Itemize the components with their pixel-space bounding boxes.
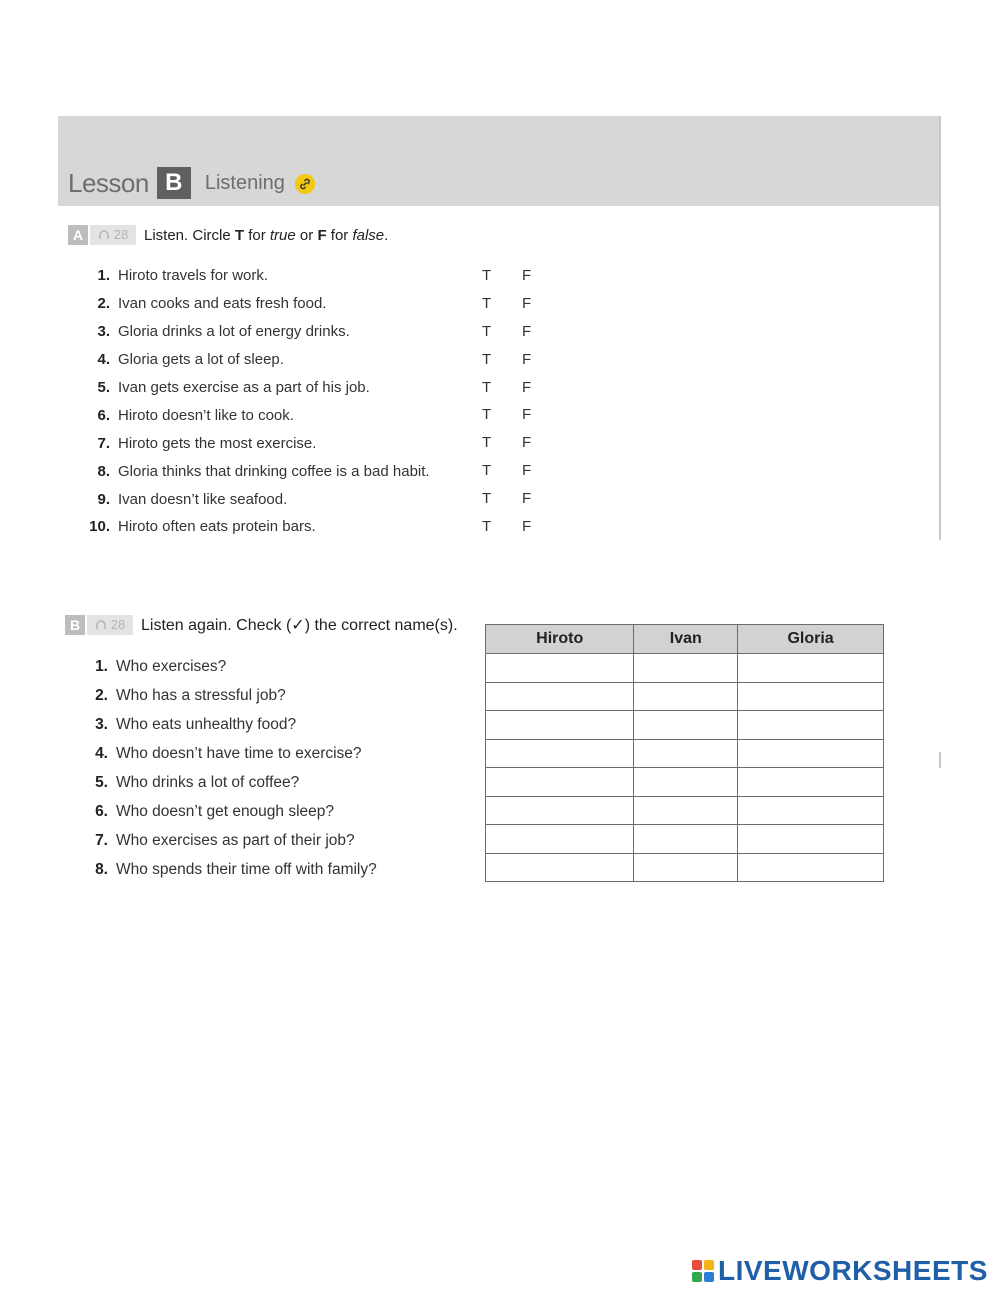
table-row <box>486 711 884 740</box>
list-item: 4. Gloria gets a lot of sleep. T F <box>97 350 532 369</box>
check-cell[interactable] <box>634 768 738 797</box>
table-row <box>486 768 884 797</box>
false-option[interactable]: F <box>522 406 532 424</box>
true-option[interactable]: T <box>482 294 492 312</box>
true-false-list <box>84 262 564 541</box>
check-cell[interactable] <box>486 825 634 854</box>
true-option[interactable]: T <box>482 350 492 368</box>
check-cell[interactable] <box>486 711 634 740</box>
audio-track-b[interactable] <box>87 615 133 635</box>
check-cell[interactable] <box>486 768 634 797</box>
table-header-row <box>486 625 884 654</box>
true-option[interactable]: T <box>482 406 492 424</box>
false-option[interactable]: F <box>522 350 532 368</box>
true-option[interactable]: T <box>482 462 492 480</box>
check-cell[interactable] <box>634 853 738 882</box>
exercise-a-letter: A <box>68 225 88 245</box>
false-option[interactable]: F <box>522 462 532 480</box>
false-option[interactable]: F <box>522 518 532 536</box>
check-cell[interactable] <box>486 853 634 882</box>
check-cell[interactable] <box>634 739 738 768</box>
table-row <box>486 654 884 683</box>
column-ivan: Ivan <box>634 625 738 654</box>
headphones-icon <box>98 229 110 241</box>
list-item: 1. Who exercises? <box>95 657 227 675</box>
list-item: 3. Gloria drinks a lot of energy drinks. T F <box>97 322 532 341</box>
list-item: 7. Who exercises as part of their job? <box>95 831 355 849</box>
check-cell[interactable] <box>634 796 738 825</box>
table-row <box>486 682 884 711</box>
check-cell[interactable] <box>738 768 884 797</box>
check-cell[interactable] <box>486 682 634 711</box>
list-item: 7. Hiroto gets the most exercise. T F <box>97 434 532 452</box>
section-title: Listening <box>204 171 285 194</box>
check-cell[interactable] <box>738 739 884 768</box>
logo-grid-icon <box>692 1260 714 1282</box>
column-gloria: Gloria <box>738 625 884 654</box>
table-row <box>486 853 884 882</box>
list-item: 5. Who drinks a lot of coffee? <box>95 773 300 791</box>
logo-text: LIVEWORKSHEETS <box>718 1255 988 1286</box>
lesson-letter-badge: B <box>157 167 191 199</box>
list-item: 1. Hiroto travels for work. T F <box>97 267 532 285</box>
table-row <box>486 739 884 768</box>
page-edge-rule <box>939 116 941 540</box>
false-option[interactable]: F <box>522 294 532 312</box>
exercise-b-instruction: Listen again. Check (✓) the correct name(s). <box>141 617 458 634</box>
false-option[interactable]: F <box>522 267 532 284</box>
check-cell[interactable] <box>738 654 884 683</box>
list-item: 10. Hiroto often eats protein bars. T F <box>89 518 532 536</box>
check-cell[interactable] <box>738 796 884 825</box>
check-cell[interactable] <box>738 711 884 740</box>
list-item: 8. Gloria thinks that drinking coffee is a bad habit. T F <box>97 462 532 480</box>
exercise-a-instruction-row <box>68 225 388 245</box>
false-option[interactable]: F <box>522 434 532 452</box>
page-edge-tick <box>939 752 941 768</box>
true-option[interactable]: T <box>482 322 492 340</box>
false-option[interactable]: F <box>522 378 532 396</box>
exercise-b-letter: B <box>65 615 85 635</box>
lesson-word: Lesson <box>68 167 149 198</box>
true-option[interactable]: T <box>482 434 492 452</box>
table-row <box>486 796 884 825</box>
list-item: 6. Hiroto doesn’t like to cook. T F <box>97 406 532 424</box>
check-cell[interactable] <box>738 825 884 854</box>
audio-track-a[interactable] <box>90 225 136 245</box>
exercise-b-tag <box>65 615 133 635</box>
table-row <box>486 825 884 854</box>
liveworksheets-logo[interactable] <box>692 1255 988 1287</box>
true-option[interactable]: T <box>482 490 492 508</box>
question-list <box>82 652 482 884</box>
false-option[interactable]: F <box>522 322 532 340</box>
link-icon[interactable] <box>295 174 315 194</box>
check-cell[interactable] <box>486 739 634 768</box>
check-names-table <box>485 624 884 882</box>
list-item: 2. Who has a stressful job? <box>95 686 286 704</box>
check-cell[interactable] <box>634 825 738 854</box>
true-option[interactable]: T <box>482 378 492 396</box>
check-cell[interactable] <box>634 682 738 711</box>
exercise-a-instruction: Listen. Circle T for true or F for false. <box>144 226 389 244</box>
exercise-a-tag <box>68 225 136 245</box>
headphones-icon <box>95 619 107 631</box>
list-item: 3. Who eats unhealthy food? <box>95 715 297 733</box>
check-cell[interactable] <box>634 711 738 740</box>
check-cell[interactable] <box>486 654 634 683</box>
lesson-title <box>68 166 315 200</box>
exercise-b-instruction-row <box>65 615 458 635</box>
audio-track-number: 28 <box>110 617 126 632</box>
false-option[interactable]: F <box>522 490 532 508</box>
check-cell[interactable] <box>486 796 634 825</box>
check-cell[interactable] <box>738 853 884 882</box>
audio-track-number: 28 <box>113 227 129 242</box>
true-option[interactable]: T <box>482 267 492 284</box>
list-item: 6. Who doesn’t get enough sleep? <box>95 802 335 820</box>
list-item: 9. Ivan doesn’t like seafood. T F <box>97 490 532 508</box>
check-cell[interactable] <box>738 682 884 711</box>
column-hiroto: Hiroto <box>486 625 634 654</box>
list-item: 5. Ivan gets exercise as a part of his job. T F <box>97 378 532 396</box>
check-cell[interactable] <box>634 654 738 683</box>
list-item: 2. Ivan cooks and eats fresh food. T F <box>97 294 532 313</box>
list-item: 8. Who spends their time off with family? <box>95 860 377 878</box>
true-option[interactable]: T <box>482 518 492 536</box>
list-item: 4. Who doesn’t have time to exercise? <box>95 744 362 762</box>
